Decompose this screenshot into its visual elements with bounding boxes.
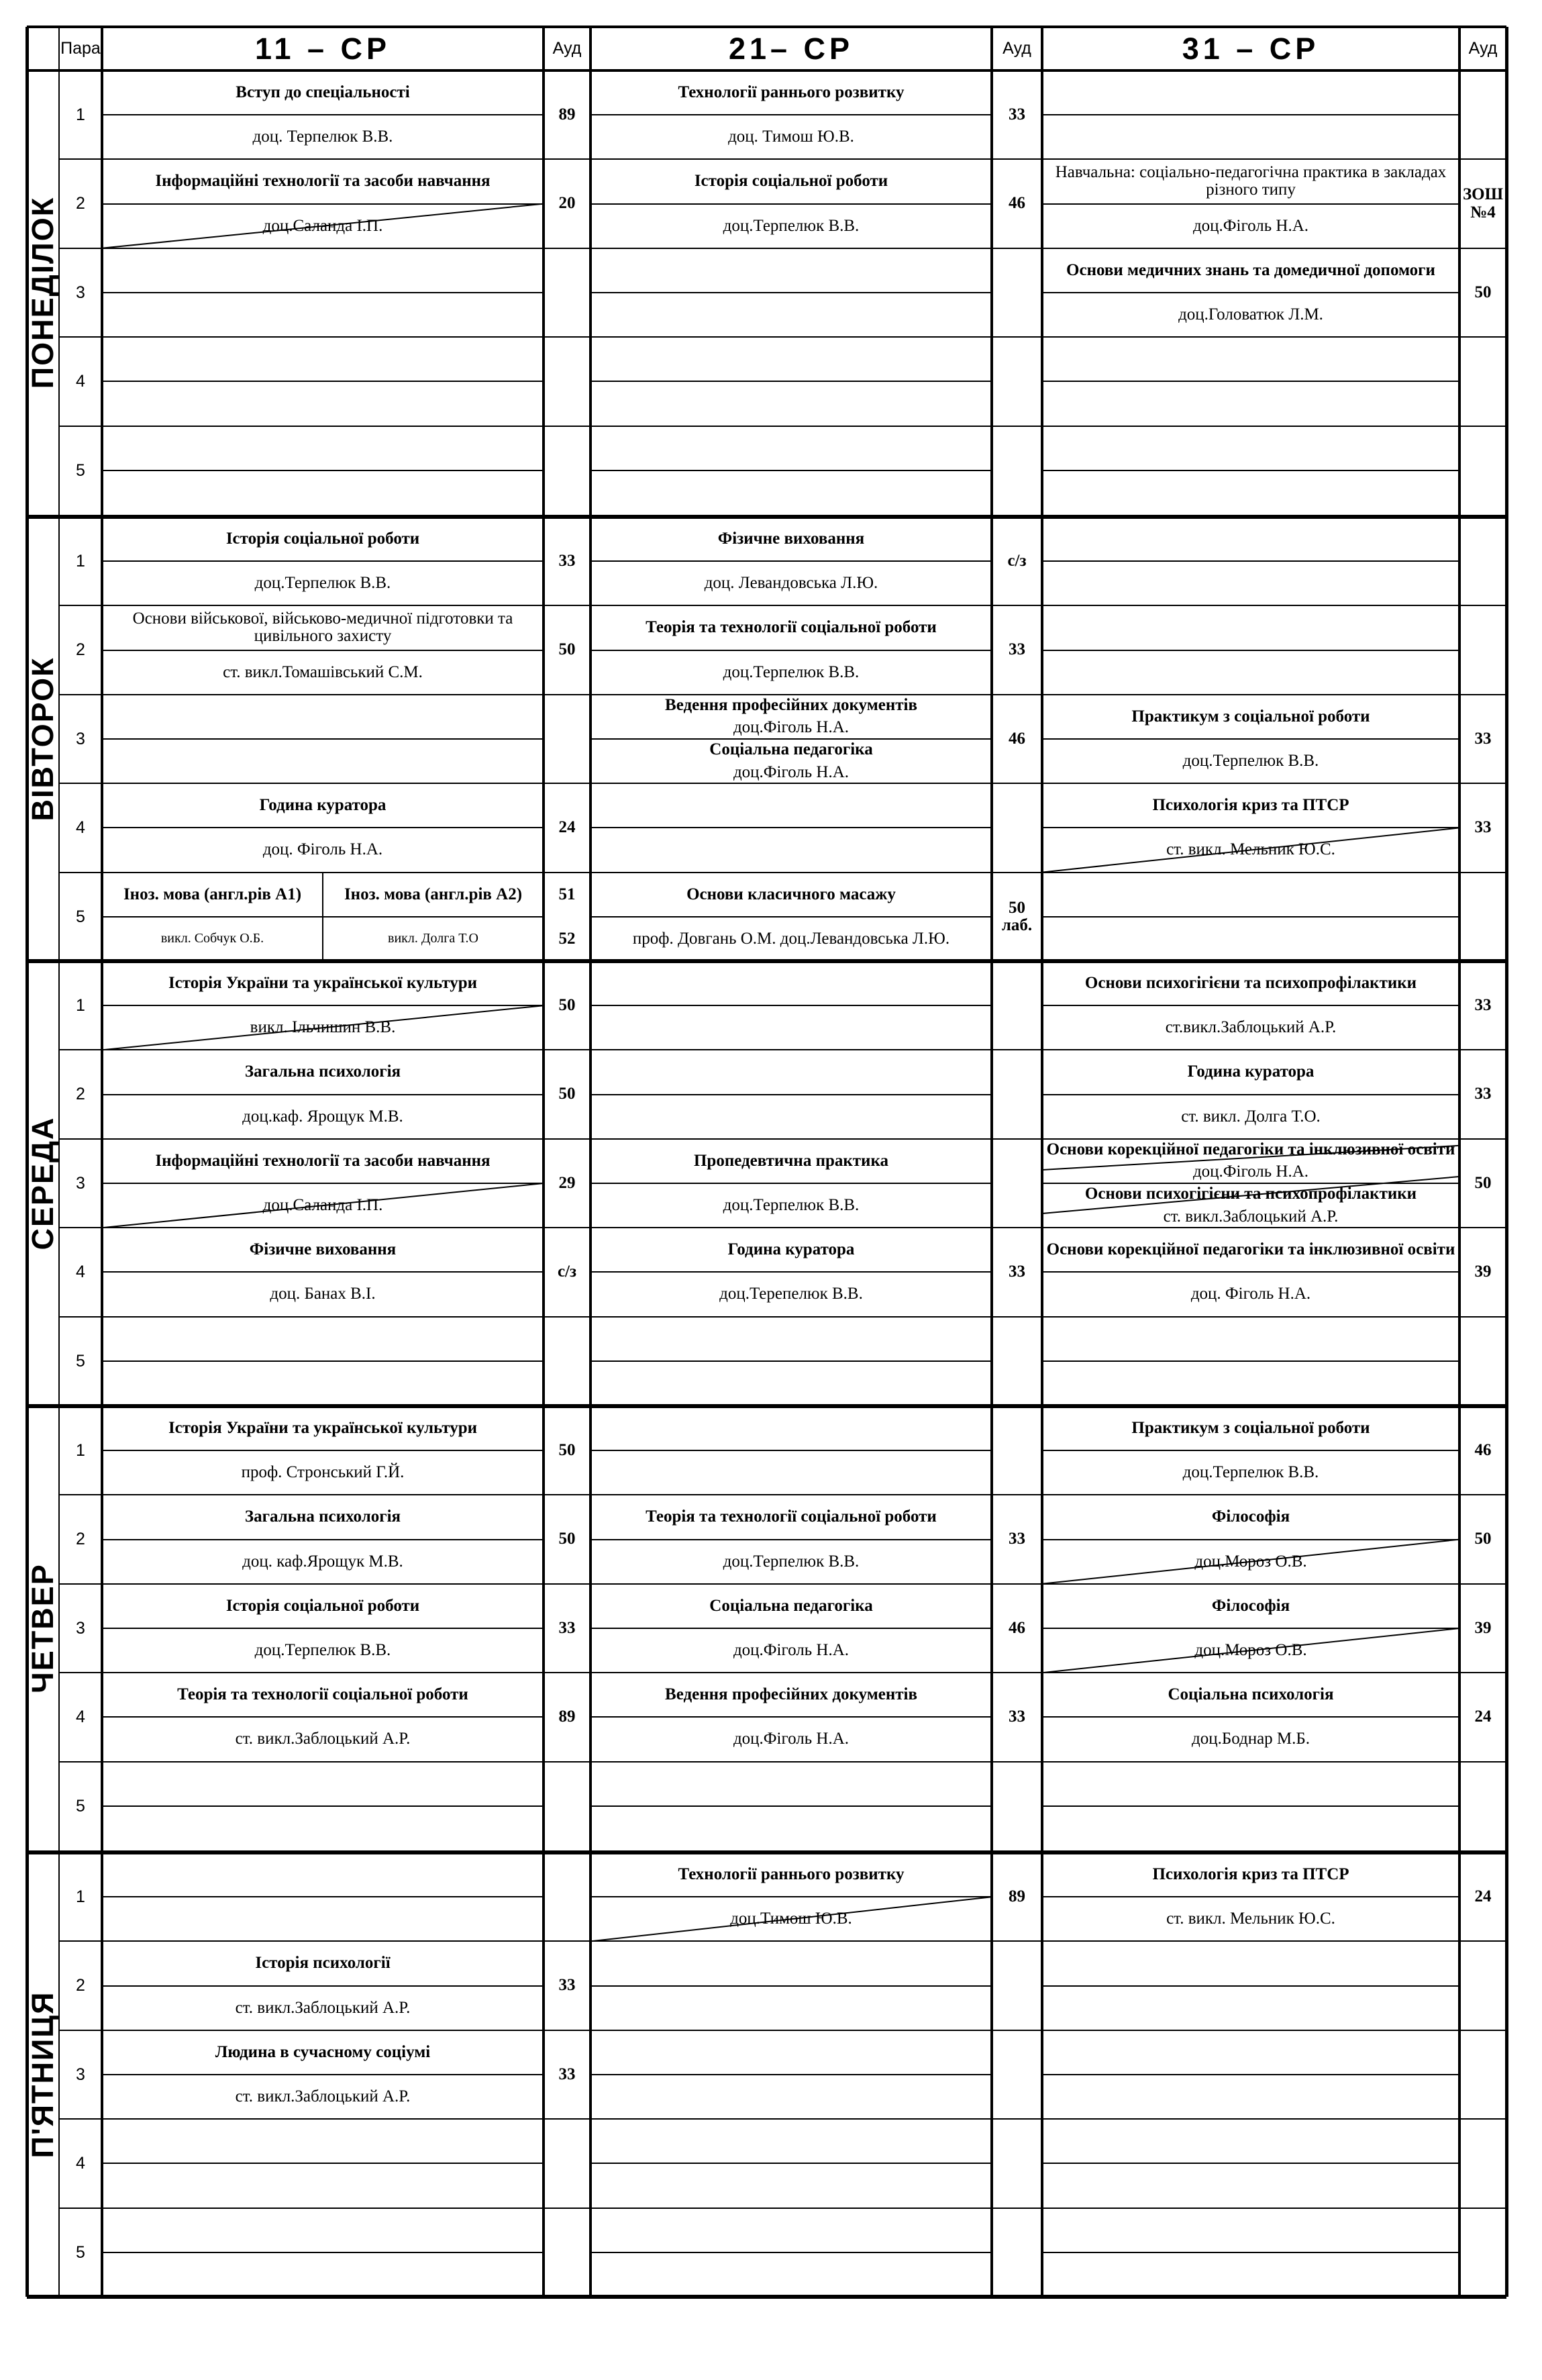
pair-number: 2 bbox=[76, 1976, 85, 1995]
day-label: ПОНЕДІЛОК bbox=[25, 196, 60, 389]
subcell-border bbox=[102, 292, 544, 293]
aud-header: Ауд bbox=[1468, 39, 1498, 58]
teacher-name: доц.Терпелюк В.В. bbox=[723, 1195, 860, 1214]
subject-name: Загальна психологія bbox=[244, 1507, 401, 1526]
teacher-name: доц.Фіголь Н.А. bbox=[733, 718, 850, 737]
teacher-name: ст. викл.Томашівський С.М. bbox=[223, 662, 423, 681]
subject-name: Основи корекційної педагогіки та інклюзивної освіти bbox=[1046, 1140, 1455, 1159]
pair-number: 1 bbox=[76, 996, 85, 1015]
teacher-name: доц.Саланда І.П. bbox=[262, 1195, 383, 1214]
subject-name: Інформаційні технології та засоби навчання bbox=[155, 1151, 491, 1170]
pair-number: 5 bbox=[76, 2242, 85, 2262]
teacher-name: доц. Фіголь Н.А. bbox=[262, 840, 383, 859]
aud-header: Ауд bbox=[1003, 39, 1031, 58]
subcell-border bbox=[590, 1360, 992, 1362]
subject-name: Година куратора bbox=[1187, 1062, 1315, 1081]
subject-name: Основи медичних знань та домедичної допомоги bbox=[1066, 260, 1435, 279]
subcell-border bbox=[102, 738, 544, 740]
room-number: 24 bbox=[1474, 1887, 1492, 1906]
subcell-border bbox=[1042, 381, 1459, 382]
room-number: 50 bbox=[558, 996, 576, 1015]
day-label: ВІВТОРОК bbox=[25, 656, 60, 822]
subject-name: Соціальна педагогіка bbox=[709, 740, 873, 759]
room-number: 20 bbox=[558, 194, 576, 213]
pair-number: 5 bbox=[76, 1351, 85, 1371]
room-number: 50 лаб. bbox=[1001, 898, 1033, 934]
pair-number: 3 bbox=[76, 729, 85, 748]
room-number: 33 bbox=[1474, 1085, 1492, 1103]
pair-number: 1 bbox=[76, 552, 85, 571]
subject-name: Іноз. мова (англ.рів А2) bbox=[344, 885, 523, 903]
room-number: 33 bbox=[1474, 818, 1492, 837]
subject-name: Історія України та української культури bbox=[168, 973, 478, 992]
subject-name: Ведення професійних документів bbox=[665, 1685, 917, 1704]
room-number: 39 bbox=[1474, 1618, 1492, 1637]
room-number: 50 bbox=[558, 1441, 576, 1460]
teacher-name: доц.Боднар М.Б. bbox=[1191, 1730, 1310, 1748]
teacher-name: доц.Фіголь Н.А. bbox=[733, 1730, 850, 1748]
subcell-border bbox=[590, 470, 992, 471]
group-header: 31 – СР bbox=[1182, 31, 1320, 66]
room-number: 89 bbox=[1009, 1887, 1025, 1906]
teacher-name: доц.Терпелюк В.В. bbox=[723, 216, 860, 235]
teacher-name: доц.Терпелюк В.В. bbox=[1182, 1463, 1319, 1482]
teacher-name: ст. викл. Мельник Ю.С. bbox=[1166, 840, 1335, 859]
pair-number: 3 bbox=[76, 283, 85, 302]
subcell-border bbox=[1042, 1805, 1459, 1807]
subject-name: Теорія та технології соціальної роботи bbox=[646, 618, 937, 637]
subcell-border bbox=[102, 381, 544, 382]
day-label: ЧЕТВЕР bbox=[25, 1563, 60, 1693]
subject-name: Теорія та технології соціальної роботи bbox=[646, 1507, 937, 1526]
subject-name: Практикум з соціальної роботи bbox=[1131, 707, 1370, 726]
subject-name: Інформаційні технології та засоби навчання bbox=[155, 172, 491, 191]
subcell-border bbox=[1042, 114, 1459, 115]
subcell-border bbox=[590, 1005, 992, 1006]
pair-number: 2 bbox=[76, 1085, 85, 1104]
subject-name: Філософія bbox=[1211, 1596, 1290, 1615]
room-number: с/з bbox=[557, 1262, 577, 1281]
subject-name: Ведення професійних документів bbox=[665, 696, 917, 715]
pair-number: 4 bbox=[76, 1262, 85, 1282]
subcell-border bbox=[1042, 2074, 1459, 2075]
group-header: 21– СР bbox=[728, 31, 854, 66]
subject-name: Соціальна педагогіка bbox=[709, 1596, 873, 1615]
pair-number: 4 bbox=[76, 818, 85, 838]
room-number: 33 bbox=[1474, 996, 1492, 1015]
teacher-name: викл. Долга Т.О bbox=[388, 931, 478, 946]
teacher-name: ст. викл. Мельник Ю.С. bbox=[1166, 1910, 1335, 1928]
teacher-name: доц. Левандовська Л.Ю. bbox=[704, 574, 878, 593]
room-number: 89 bbox=[558, 105, 576, 124]
teacher-name: викл. Собчук О.Б. bbox=[160, 931, 264, 946]
subcell-border bbox=[590, 1094, 992, 1095]
subcell-border bbox=[1042, 650, 1459, 651]
subject-name: Філософія bbox=[1211, 1507, 1290, 1526]
room-number: 46 bbox=[1474, 1441, 1492, 1460]
teacher-name: доц.Терпелюк В.В. bbox=[254, 574, 391, 593]
group-header: 11 – СР bbox=[254, 31, 391, 66]
teacher-name: доц. каф.Ярощук М.В. bbox=[242, 1552, 403, 1571]
pair-number: 3 bbox=[76, 2065, 85, 2084]
subject-name: Людина в сучасному соціумі bbox=[215, 2042, 431, 2061]
teacher-name: проф. Довгань О.М. доц.Левандовська Л.Ю. bbox=[632, 929, 950, 948]
room-number: 39 bbox=[1474, 1262, 1492, 1281]
subject-name: Соціальна психологія bbox=[1168, 1685, 1334, 1704]
pair-number: 3 bbox=[76, 1173, 85, 1193]
subcell-border bbox=[1042, 560, 1459, 562]
subcell-border bbox=[102, 1896, 544, 1897]
subject-name: Фізичне виховання bbox=[717, 529, 865, 548]
subject-name: Історія України та української культури bbox=[168, 1418, 478, 1437]
subcell-border bbox=[1042, 2163, 1459, 2164]
subcell-border bbox=[590, 381, 992, 382]
teacher-name: доц.Терепелюк В.В. bbox=[719, 1285, 863, 1303]
pair-number: 4 bbox=[76, 1707, 85, 1727]
teacher-name: ст. викл.Заблоцький А.Р. bbox=[1163, 1207, 1339, 1226]
teacher-name: доц.Терпелюк В.В. bbox=[1182, 751, 1319, 770]
teacher-name: доц.Головатюк Л.М. bbox=[1178, 305, 1323, 324]
subject-name: Основи військової, військово-медичної підготовки та цивільного захисту bbox=[132, 609, 513, 646]
day-label: СЕРЕДА bbox=[25, 1116, 60, 1250]
subcell-border bbox=[1042, 1985, 1459, 1987]
subcell-border bbox=[1042, 2252, 1459, 2253]
subcell-border bbox=[590, 2252, 992, 2253]
teacher-name: ст.викл.Заблоцький А.Р. bbox=[1165, 1018, 1337, 1037]
room-number: с/з bbox=[1007, 552, 1027, 571]
subject-name: Основи корекційної педагогіки та інклюзивної освіти bbox=[1046, 1240, 1455, 1259]
subject-name: Психологія криз та ПТСР bbox=[1152, 1865, 1349, 1883]
teacher-name: доц.каф. Ярощук М.В. bbox=[242, 1107, 403, 1126]
room-number: 50 bbox=[1474, 1530, 1492, 1548]
room-number: 33 bbox=[558, 1618, 576, 1637]
teacher-name: доц.Саланда І.П. bbox=[262, 216, 383, 235]
pair-number: 5 bbox=[76, 460, 85, 480]
subject-name: Основи психогігієни та психопрофілактики bbox=[1084, 973, 1417, 992]
room-number: 46 bbox=[1009, 729, 1025, 748]
teacher-name: доц. Фіголь Н.А. bbox=[1190, 1285, 1311, 1303]
subject-name: Основи психогігієни та психопрофілактики bbox=[1084, 1185, 1417, 1203]
subject-name: Вступ до спеціальності bbox=[236, 83, 410, 101]
teacher-name: доц.Мороз О.В. bbox=[1194, 1552, 1307, 1571]
room-number: 50 bbox=[1474, 283, 1492, 301]
subject-name: Іноз. мова (англ.рів А1) bbox=[123, 885, 302, 903]
pair-number: 5 bbox=[76, 907, 85, 926]
subject-name: Фізичне виховання bbox=[249, 1240, 397, 1259]
subcell-border bbox=[102, 916, 544, 918]
pair-number: 2 bbox=[76, 640, 85, 660]
teacher-name: доц.Терпелюк В.В. bbox=[723, 662, 860, 681]
room-number: 33 bbox=[1009, 1530, 1025, 1548]
pair-number: 4 bbox=[76, 372, 85, 391]
subject-name: Технології раннього розвитку bbox=[678, 83, 905, 101]
teacher-name: доц.Фіголь Н.А. bbox=[733, 762, 850, 781]
subcell-border bbox=[102, 1805, 544, 1807]
teacher-name: ст. викл.Заблоцький А.Р. bbox=[235, 2087, 411, 2105]
para-header: Пара bbox=[60, 39, 101, 58]
room-number: 50 bbox=[558, 1530, 576, 1548]
subject-name: Практикум з соціальної роботи bbox=[1131, 1418, 1370, 1437]
subject-name: Технології раннього розвитку bbox=[678, 1865, 905, 1883]
teacher-name: ст. викл. Долга Т.О. bbox=[1181, 1107, 1321, 1126]
subject-name: Історія соціальної роботи bbox=[225, 1596, 420, 1615]
teacher-name: доц.Терпелюк В.В. bbox=[254, 1640, 391, 1659]
teacher-name: доц.Тимош Ю.В. bbox=[730, 1910, 852, 1928]
pair-number: 1 bbox=[76, 1441, 85, 1460]
room-number: 33 bbox=[1009, 1262, 1025, 1281]
subject-name: Психологія криз та ПТСР bbox=[1152, 796, 1349, 815]
pair-number: 1 bbox=[76, 1887, 85, 1907]
subject-name: Історія психології bbox=[255, 1954, 391, 1973]
room-number: 46 bbox=[1009, 1618, 1025, 1637]
subject-name: Теорія та технології соціальної роботи bbox=[177, 1685, 468, 1704]
pair-number: 4 bbox=[76, 2154, 85, 2173]
room-number: 33 bbox=[1009, 105, 1025, 124]
subcell-border bbox=[1042, 1360, 1459, 1362]
subject-name: Пропедевтична практика bbox=[693, 1151, 888, 1170]
teacher-name: доц.Терпелюк В.В. bbox=[723, 1552, 860, 1571]
room-number: 50 bbox=[1474, 1173, 1492, 1192]
room-number: 46 bbox=[1009, 194, 1025, 213]
teacher-name: проф. Стронський Г.Й. bbox=[241, 1463, 405, 1482]
room-number: 29 bbox=[558, 1173, 576, 1192]
subcell-border bbox=[102, 1360, 544, 1362]
teacher-name: доц. Банах В.І. bbox=[270, 1285, 376, 1303]
subcell-border bbox=[102, 470, 544, 471]
subject-name: Основи класичного масажу bbox=[686, 885, 896, 903]
room-number: 51 bbox=[558, 885, 576, 903]
subject-name: Година куратора bbox=[259, 796, 387, 815]
subject-name: Година куратора bbox=[727, 1240, 855, 1259]
subcell-border bbox=[1042, 470, 1459, 471]
teacher-name: викл. Ільчишин В.В. bbox=[250, 1018, 396, 1037]
pair-number: 1 bbox=[76, 105, 85, 125]
teacher-name: доц. Терпелюк В.В. bbox=[252, 128, 393, 146]
subcell-border bbox=[590, 1805, 992, 1807]
subject-name: Історія соціальної роботи bbox=[225, 529, 420, 548]
teacher-name: ст. викл.Заблоцький А.Р. bbox=[235, 1730, 411, 1748]
room-number: 52 bbox=[558, 929, 576, 948]
aud-header: Ауд bbox=[552, 39, 582, 58]
subject-name: Загальна психологія bbox=[244, 1062, 401, 1081]
subcell-border bbox=[1042, 916, 1459, 918]
room-number: 33 bbox=[558, 552, 576, 571]
day-label: П'ЯТНИЦЯ bbox=[25, 1991, 60, 2159]
room-number: 24 bbox=[1474, 1707, 1492, 1726]
teacher-name: доц.Фіголь Н.А. bbox=[733, 1640, 850, 1659]
room-number: 33 bbox=[1009, 1707, 1025, 1726]
pair-number: 2 bbox=[76, 1530, 85, 1549]
room-number: 33 bbox=[558, 2065, 576, 2083]
pair-number: 3 bbox=[76, 1618, 85, 1638]
pair-number: 2 bbox=[76, 194, 85, 213]
room-number: 50 bbox=[558, 1085, 576, 1103]
subcell-border bbox=[102, 2252, 544, 2253]
teacher-name: доц.Фіголь Н.А. bbox=[1192, 1162, 1309, 1181]
subcell-border bbox=[102, 2163, 544, 2164]
subcell-border bbox=[590, 292, 992, 293]
room-number: 89 bbox=[558, 1707, 576, 1726]
pair-number: 5 bbox=[76, 1796, 85, 1816]
teacher-name: ст. викл.Заблоцький А.Р. bbox=[235, 1998, 411, 2017]
teacher-name: доц. Тимош Ю.В. bbox=[728, 128, 854, 146]
room-number: 33 bbox=[558, 1976, 576, 1995]
subcell-border bbox=[590, 827, 992, 828]
subcell-border bbox=[590, 2074, 992, 2075]
subject-name: Історія соціальної роботи bbox=[694, 172, 888, 191]
subcell-border bbox=[590, 2163, 992, 2164]
subcell-border bbox=[590, 1450, 992, 1451]
subject-name: Навчальна: соціально-педагогічна практика в закладах різного типу bbox=[1055, 163, 1447, 199]
room-number: 50 bbox=[558, 640, 576, 659]
teacher-name: доц.Фіголь Н.А. bbox=[1192, 216, 1309, 235]
subcell-border bbox=[590, 1985, 992, 1987]
room-number: 33 bbox=[1474, 729, 1492, 748]
room-number: 33 bbox=[1009, 640, 1025, 659]
teacher-name: доц.Мороз О.В. bbox=[1194, 1640, 1307, 1659]
room-number: ЗОШ №4 bbox=[1462, 185, 1504, 221]
room-number: 24 bbox=[558, 818, 576, 837]
